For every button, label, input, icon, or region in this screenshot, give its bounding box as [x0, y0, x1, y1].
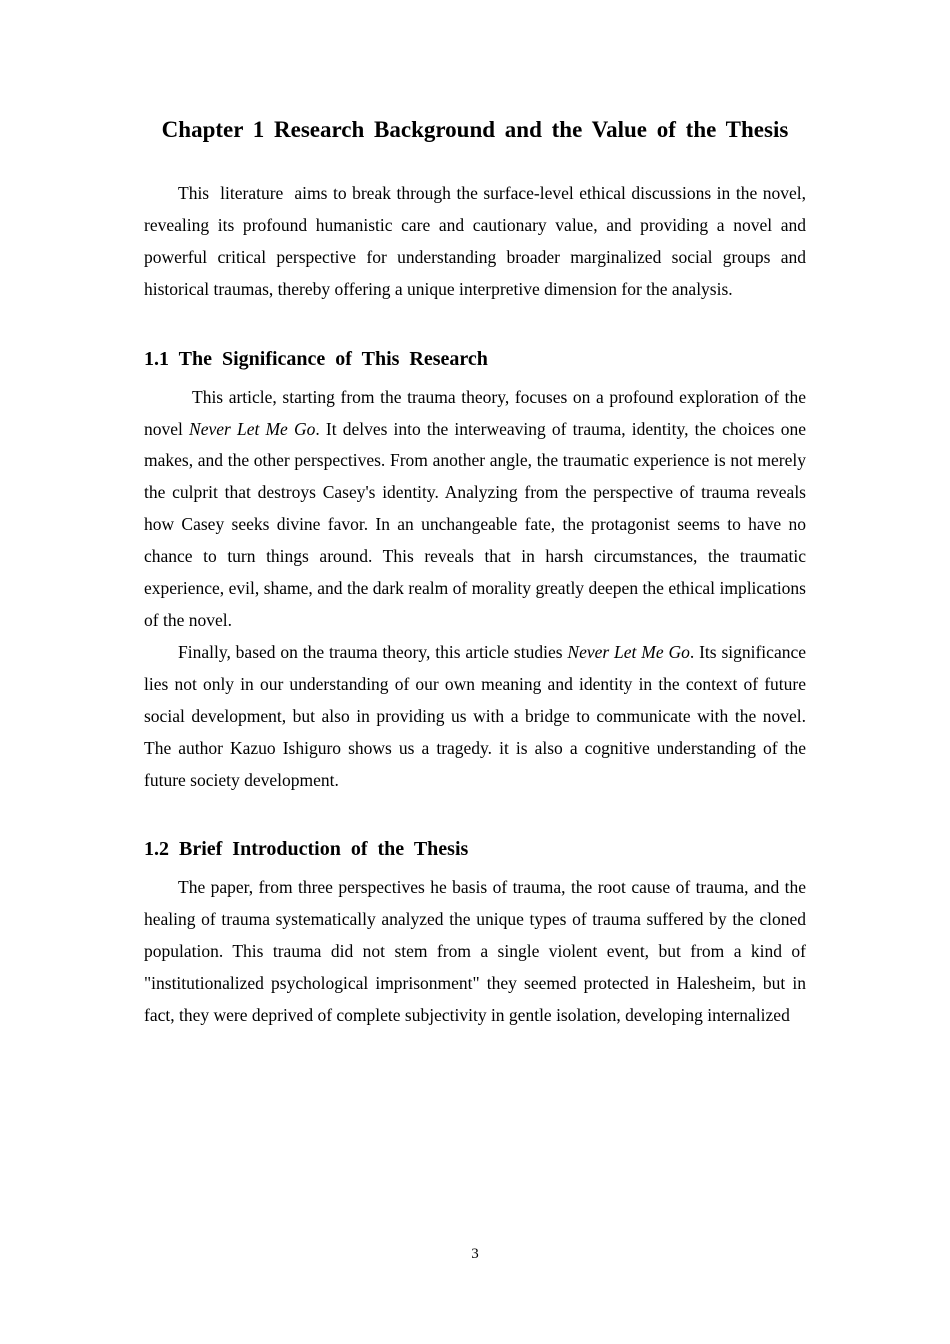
page-content	[144, 114, 811, 1032]
spacer	[144, 796, 806, 836]
spacer	[144, 306, 806, 346]
section-1-2-paragraph: The paper, from three perspectives he basis of trauma, the root cause of trauma, and the healing of trauma systematically analyzed the unique types of trauma suffered by the cloned population. This trauma did not stem from a single violent event, but from a kind of "institutionalized psychological imprisonment" they seemed protected in Halesheim, but in fact, they were deprived of complete subjectivity in gentle isolation, developing internalized	[144, 877, 806, 1026]
paragraph-text: This article, starting from the trauma theory, focuses on a profound exploration of the novel	[144, 386, 806, 439]
section-1-1-paragraph-2	[144, 637, 806, 797]
section-1-1-paragraph-1	[144, 382, 806, 637]
paragraph-text: Finally, based on the trauma theory, this article studies	[178, 641, 568, 662]
section-heading-1-1: 1.1 The Significance of This Research	[144, 347, 488, 370]
page-number: 3	[471, 1246, 479, 1262]
paragraph-text: . Its significance lies not only in our understanding of our own meaning and identity in the context of future social development, but also in providing us with a bridge to communicate with the novel. The author Kazuo Ishiguro shows us a tragedy. it is also a cognitive understanding of the future society development.	[144, 641, 806, 790]
novel-title: Never Let Me Go	[189, 418, 316, 439]
chapter-title: Chapter 1 Research Background and the Value of the Thesis	[161, 117, 789, 142]
paragraph-text: . It delves into the interweaving of trauma, identity, the choices one makes, and the other perspectives. From another angle, the traumatic experience is not merely the culprit that destroys Casey's identity. Analyzing from the perspective of trauma reveals how Casey seeks divine favor. In an unchangeable fate, the protagonist seems to have no chance to turn things around. This reveals that in harsh circumstances, the traumatic experience, evil, shame, and the dark realm of morality greatly deepen the ethical implications of the novel.	[144, 418, 806, 630]
novel-title: Never Let Me Go	[567, 641, 690, 662]
intro-paragraph: This literature aims to break through the surface-level ethical discussions in the novel, revealing its profound humanistic care and cautionary value, and providing a novel and powerful critical perspective for understanding broader marginalized social groups and historical traumas, thereby offering a unique interpretive dimension for the analysis.	[144, 183, 811, 299]
section-heading-1-2: 1.2 Brief Introduction of the Thesis	[144, 838, 469, 861]
